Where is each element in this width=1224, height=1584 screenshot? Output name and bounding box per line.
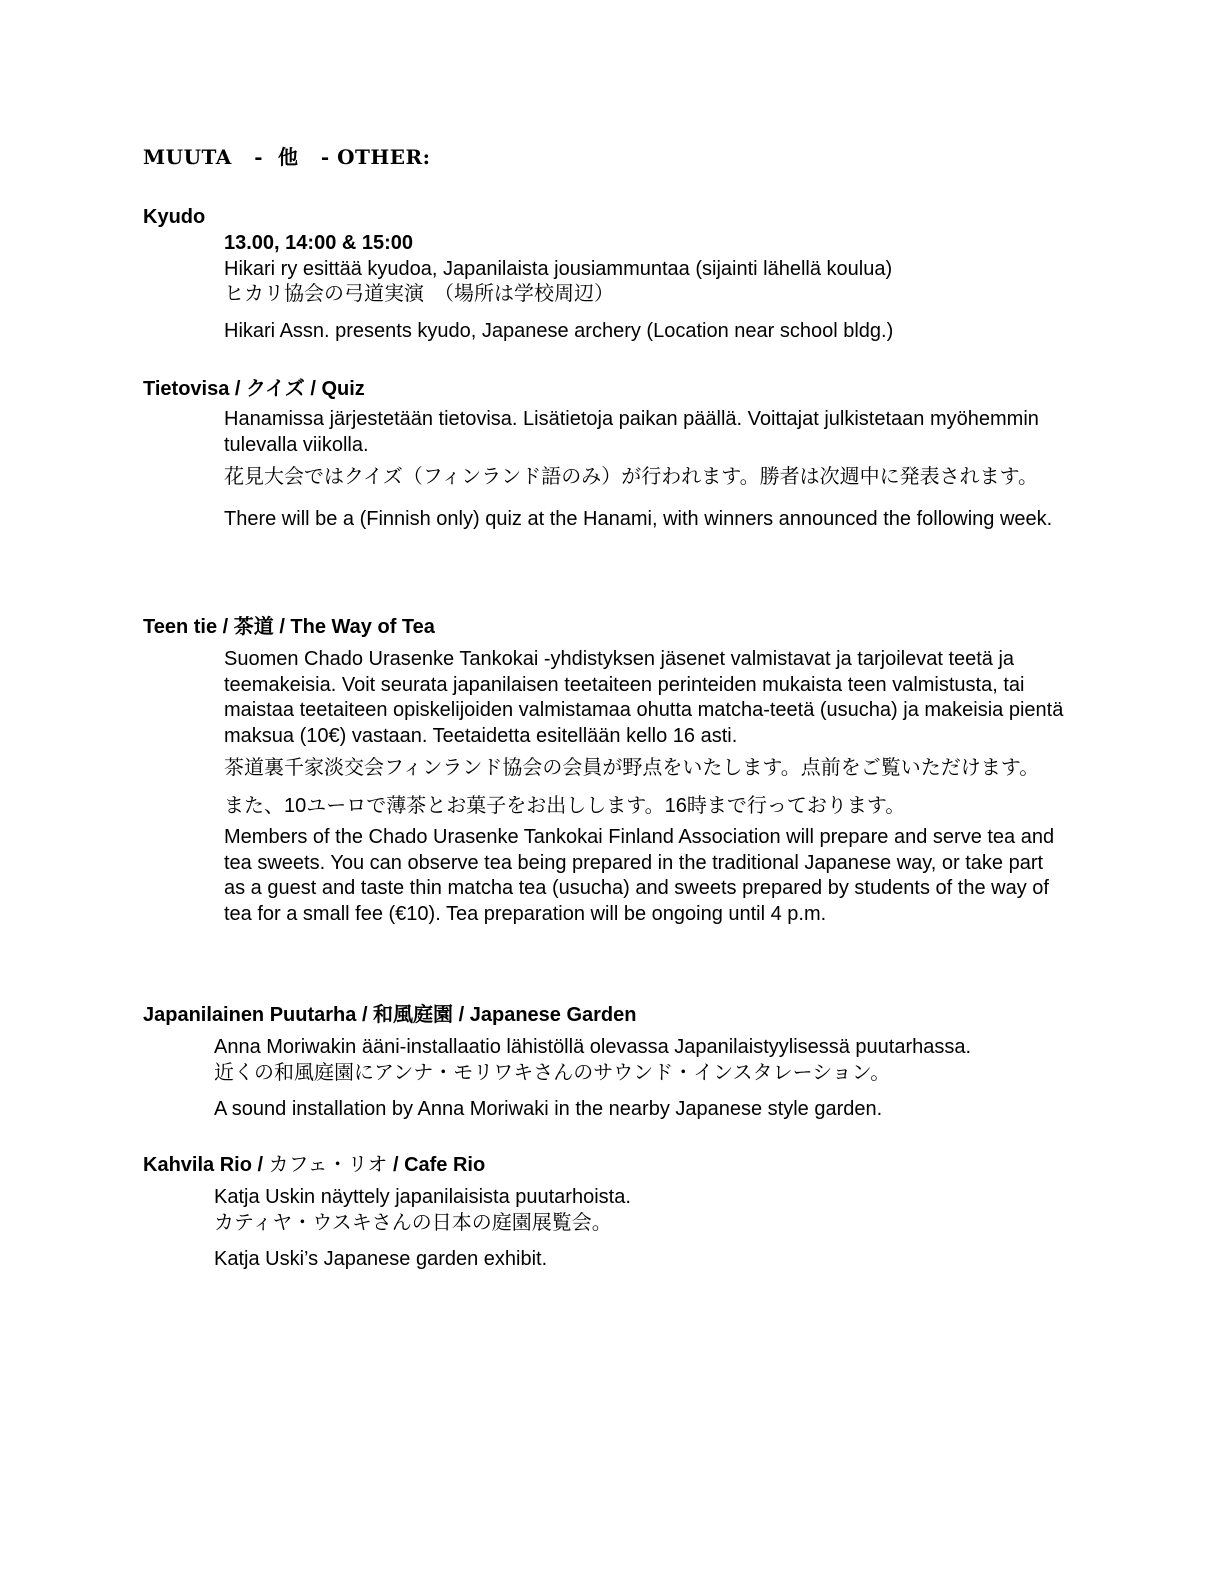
cafe-text-fi: Katja Uskin näyttely japanilaisista puutarhoista. (214, 1186, 631, 1208)
section-title-garden: Japanilainen Puutarha / 和風庭園 / Japanese Garden (143, 1004, 637, 1026)
page-heading: MUUTA - 他 - OTHER: (143, 145, 431, 169)
cafe-text-ja: カティヤ・ウスキさんの日本の庭園展覧会。 (214, 1211, 612, 1234)
quiz-text-en: There will be a (Finnish only) quiz at the Hanami, with winners announced the following week. (224, 508, 1053, 530)
section-title-cafe (143, 1148, 485, 1177)
section-body-tea (224, 647, 1069, 927)
section-title-tea: Teen tie / 茶道 / The Way of Tea (143, 616, 435, 638)
kyudo-text-ja: ヒカリ協会の弓道実演 （場所は学校周辺） (224, 283, 614, 305)
section-title-kyudo: Kyudo (143, 206, 206, 228)
cafe-title-ja: カフェ・リオ (268, 1154, 388, 1176)
cafe-text-en: Katja Uski’s Japanese garden exhibit. (214, 1248, 548, 1270)
section-body-kyudo (224, 231, 1074, 344)
tea-text-fi: Suomen Chado Urasenke Tankokai -yhdistyksen jäsenet valmistavat ja tarjoilevat teetä ja teemakeisia. Voit seurata japanilaisen teetaiteen perinteiden mukaista teen valmistusta, tai maistaa teetaiteen opiskelijoiden valmistamaa ohutta matcha-teetä (usucha) ja makeisia pientä maksua (10€) vastaan. Teetaidetta esitellään kello 16 asti. (224, 648, 1064, 747)
section-body-quiz (224, 407, 1069, 533)
kyudo-text-fi: Hikari ry esittää kyudoa, Japanilaista jousiammuntaa (sijainti lähellä koulua) (224, 257, 893, 280)
garden-text-ja: 近くの和風庭園にアンナ・モリワキさんのサウンド・インスタレーション。 (214, 1061, 891, 1084)
tea-text-en: Members of the Chado Urasenke Tankokai Finland Association will prepare and serve tea and tea sweets. You can observe tea being prepared in the traditional Japanese way, or take part as a guest and taste thin matcha tea (usucha) and sweets prepared by students of the way of tea for a small fee (€10). Tea preparation will be ongoing until 4 p.m. (224, 826, 1055, 925)
garden-text-fi: Anna Moriwakin ääni-installaatio lähistöllä olevassa Japanilaistyylisessä puutarhassa. (214, 1036, 972, 1058)
garden-text-en: A sound installation by Anna Moriwaki in the nearby Japanese style garden. (214, 1098, 883, 1120)
section-title-quiz: Tietovisa / クイズ / Quiz (143, 378, 365, 400)
tea-text-ja: 茶道裏千家淡交会フィンランド協会の会員が野点をいたします。点前をご覧いただけます。また、10ユーロで薄茶とお菓子をお出しします。16時まで行っております。 (224, 757, 1040, 817)
cafe-title-en: / Cafe Rio (387, 1154, 486, 1176)
kyudo-time: 13.00, 14:00 & 15:00 (224, 232, 414, 254)
cafe-title-fi: Kahvila Rio / (143, 1154, 269, 1176)
quiz-text-fi: Hanamissa järjestetään tietovisa. Lisätietoja paikan päällä. Voittajat julkistetaan myöhemmin tulevalla viikolla. (224, 408, 1039, 456)
quiz-text-ja: 花見大会ではクイズ（フィンランド語のみ）が行われます。勝者は次週中に発表されます。 (224, 466, 1038, 488)
kyudo-text-en: Hikari Assn. presents kyudo, Japanese archery (Location near school bldg.) (224, 319, 894, 342)
section-body-garden (214, 1035, 1074, 1123)
section-body-cafe (214, 1185, 1074, 1273)
